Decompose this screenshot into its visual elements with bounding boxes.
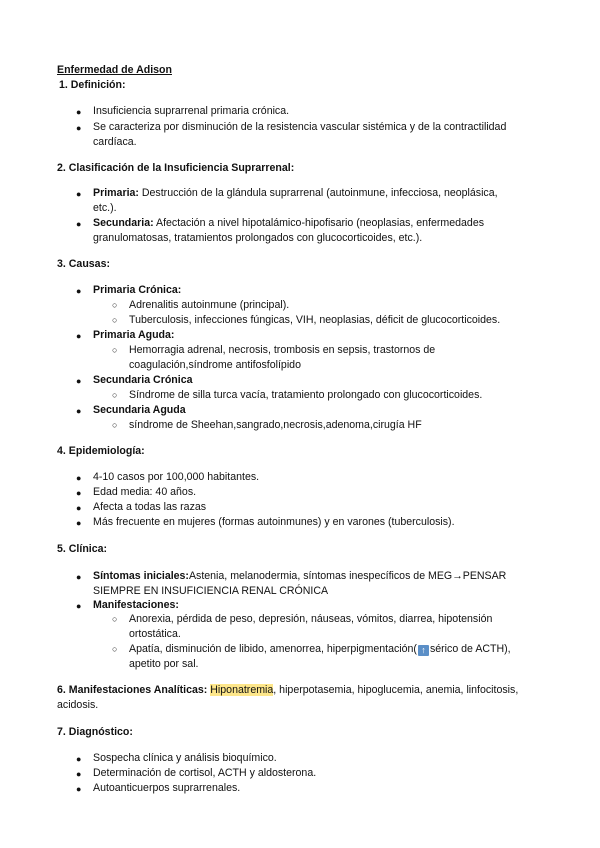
heading-clinica: 5. Clínica: [57,543,108,555]
bullet: ● [76,219,82,229]
list-item-continuation: SIEMPRE EN INSUFICIENCIA RENAL CRÓNICA [93,585,329,597]
heading-epidemiologia: 4. Epidemiología: [57,445,145,457]
sub-list-item-continuation: ortostática. [129,628,181,640]
text-segment: sérico de ACTH), [429,643,511,655]
sub-list-item-continuation: apetito por sal. [129,658,199,670]
sub-bullet: ○ [112,345,118,355]
list-item: 4-10 casos por 100,000 habitantes. [93,471,260,483]
bullet: ● [76,189,82,199]
sub-bullet: ○ [112,614,118,624]
heading-causas: 3. Causas: [57,258,110,270]
term-secundaria: Secundaria: [93,217,154,229]
bullet: ● [76,406,82,416]
list-item [93,569,506,584]
sub-list-item-continuation: coagulación,síndrome antifosfolípido [129,359,301,371]
sub-list-item: Síndrome de silla turca vacía, tratamiento prolongado con glucocorticoides. [129,389,483,401]
list-item: Se caracteriza por disminución de la resistencia vascular sistémica y de la contractilidad [93,121,507,133]
list-item: Afecta a todas las razas [93,501,207,513]
sub-bullet: ○ [112,390,118,400]
list-item [93,216,484,231]
heading-diagnostico: 7. Diagnóstico: [57,726,133,738]
list-item: Más frecuente en mujeres (formas autoinmunes) y en varones (tuberculosis). [93,516,455,528]
paragraph-manifestaciones-analiticas [57,683,518,698]
bullet: ● [76,473,82,483]
arrow-up-icon: ↑ [418,645,429,656]
list-item: Autoanticuerpos suprarrenales. [93,782,241,794]
bullet: ● [76,123,82,133]
sub-bullet: ○ [112,644,118,654]
list-item-primaria-aguda: Primaria Aguda: [93,329,175,341]
list-item: Insuficiencia suprarrenal primaria crónica. [93,105,290,117]
list-item-continuation: cardíaca. [93,136,137,148]
list-item: Sospecha clínica y análisis bioquímico. [93,752,277,764]
bullet: ● [76,769,82,779]
sub-list-item: Anorexia, pérdida de peso, depresión, náuseas, vómitos, diarrea, hipotensión [129,613,493,625]
list-item-continuation: granulomatosas, tratamientos prolongados con glucocorticoides, etc.). [93,232,423,244]
bullet: ● [76,376,82,386]
bullet: ● [76,488,82,498]
sub-list-item [129,642,511,657]
term-text: Astenia, melanodermia, síntomas inespecíficos de MEG→PENSAR [188,570,507,582]
bullet: ● [76,286,82,296]
paragraph-text: , hiperpotasemia, hipoglucemia, anemia, linfocitosis, [273,684,519,696]
list-item-manifestaciones: Manifestaciones: [93,599,179,611]
paragraph-continuation: acidosis. [57,699,99,711]
heading-clasificacion: 2. Clasificación de la Insuficiencia Suprarrenal: [57,162,295,174]
bullet: ● [76,331,82,341]
heading-manifestaciones-analiticas: 6. Manifestaciones Analíticas: [57,684,208,696]
sub-bullet: ○ [112,300,118,310]
bullet: ● [76,518,82,528]
term-text: Destrucción de la glándula suprarrenal (autoinmune, infecciosa, neoplásica, [138,187,498,199]
term-sintomas-iniciales: Síntomas iniciales: [93,570,189,582]
list-item-continuation: etc.). [93,202,117,214]
bullet: ● [76,754,82,764]
bullet: ● [76,107,82,117]
term-primaria: Primaria: [93,187,139,199]
heading-definicion: 1. Definición: [59,79,126,91]
text-segment: Apatía, disminución de libido, amenorrea, hiperpigmentación( [129,643,417,655]
highlighted-term: Hiponatremia [210,684,274,696]
list-item: Edad media: 40 años. [93,486,197,498]
sub-list-item: Adrenalitis autoinmune (principal). [129,299,290,311]
document-title: Enfermedad de Adison [57,64,172,76]
list-item-secundaria-aguda: Secundaria Aguda [93,404,186,416]
list-item-secundaria-cronica: Secundaria Crónica [93,374,193,386]
sub-bullet: ○ [112,315,118,325]
list-item: Determinación de cortisol, ACTH y aldosterona. [93,767,317,779]
bullet: ● [76,784,82,794]
list-item [93,186,498,201]
bullet: ● [76,503,82,513]
bullet: ● [76,601,82,611]
sub-list-item: Hemorragia adrenal, necrosis, trombosis en sepsis, trastornos de [129,344,436,356]
bullet: ● [76,572,82,582]
list-item-primaria-cronica: Primaria Crónica: [93,284,182,296]
sub-bullet: ○ [112,420,118,430]
sub-list-item: síndrome de Sheehan,sangrado,necrosis,adenoma,cirugía HF [129,419,422,431]
term-text: Afectación a nivel hipotalámico-hipofisario (neoplasias, enfermedades [153,217,485,229]
sub-list-item: Tuberculosis, infecciones fúngicas, VIH, neoplasias, déficit de glucocorticoides. [129,314,501,326]
